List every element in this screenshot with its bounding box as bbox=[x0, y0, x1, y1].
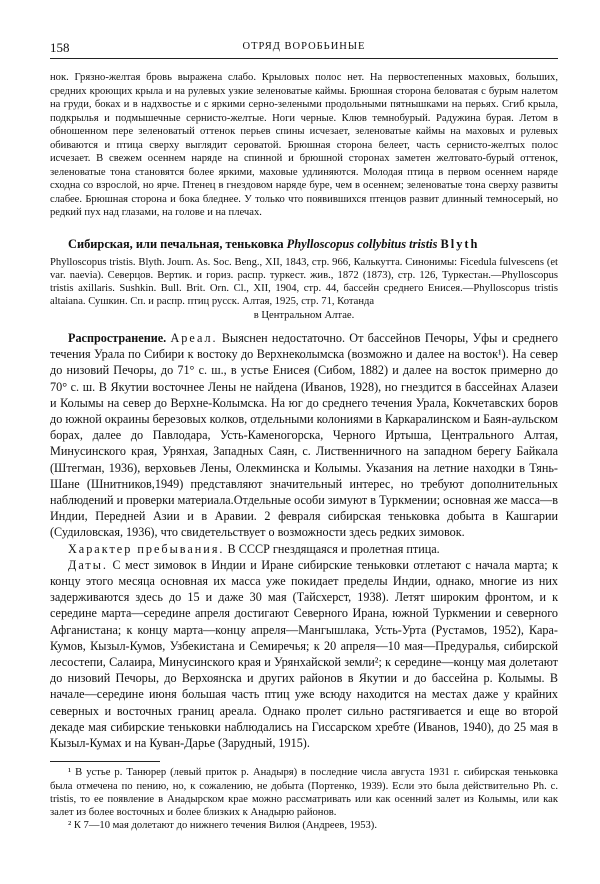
footnote-1: ¹ В устье р. Танюрер (левый приток р. Анадыря) в последние числа августа 1931 г. сибирская теньковка была отмечена по пению, но, к сожалению, не добыта (Портенко, 1939). Если это была действительно Ph. c. tristis, то ее появление в Анадырском крае можно рассматривать или как осенний залет из Колымы, или как залет из более восточных и более близких к Анадырю районов. bbox=[50, 767, 558, 819]
dates-text: С мест зимовок в Индии и Иране сибирские теньковки отлетают с начала марта; к концу этого месяца основная их масса уже покидает пределы Индии, однако, многие из них задерживаются здесь до 15 и даже 30 мая (Тайсхерст, 1938). Летят широким фронтом, и к середине марта—середине апреля достигают Северного Ирана, южной Туркмении и северного Афганистана; к концу марта—концу апреля—Мангышлака, Усть-Урта (Рустамов, 1952), Кара-Кумов, Кызыл-Кумов, Узбекистана и Семиречья; к 20 апреля—10 мая—Предуралья, сибирской лесостепи, Салаира, Минусинского края и Урянхайской земли²; к середине—концу мая долетают до низовий Печоры, до Верхоянска и других районов в Якутии и до бассейна р. Колымы. В начале—середине июня большая часть птиц уже всюду находится на местах даже у крайних северных и восточных границ ареала. Однако пролет сильно растягивается и еще во второй декаде мая сибирские теньковки наблюдались на Гиссарском хребте (Иванов, 1940), до 25 мая в Кызыл-Кумах и на Куван-Дарье (Зарудный, 1915). bbox=[50, 557, 559, 751]
description-paragraph: нок. Грязно-желтая бровь выражена слабо. Крыловых полос нет. На первостепенных маховых, больших, средних кроющих крыла и на рулевых узкие зеленоватые каймы. Брюшная сторона беловатая с бурым налетом на груди, боках и в надхвостье и с яркими серно-зелеными продольными пятнышками на перьях. Сгиб крыла, подкрылья и подмышечные сернисто-желтые. Ноги черные. Клюв темнобурый. Радужина бурая. Летом в обношенном пере зеленоватый оттенок перьев спины исчезает, зеленоватые каймы на маховых и рулевых обиваются и птица сверху выглядит сероватой. Брюшная сторона белеет, часть сернисто-желтых полос исчезает. В свежем осеннем наряде на спинной и брюшной сторонах заметен желтовато-бурый оттенок, зеленоватые тона становятся более яркими, маховые удлиняются. Молодая птица в первом осеннем наряде сходна со взрослой, но ярче. Птенец в гнездовом наряде буре, чем в осеннем; зеленоватые тона сверху развиты слабее. Брюшная сторона и бока бледнее. У только что появившихся птенцов развит длинный темносерый, но редкий пух над глазами, на голове и на плечах. bbox=[50, 72, 558, 218]
running-title: ОТРЯД ВОРОБЬИНЫЕ bbox=[242, 41, 366, 52]
running-header bbox=[50, 40, 558, 59]
synonymy-last-line: в Центральном Алтае. bbox=[253, 309, 355, 321]
species-name-ru: Сибирская, или печальная, теньковка bbox=[68, 236, 284, 251]
species-name-latin: Phylloscopus collybitus tristis bbox=[286, 236, 438, 251]
distribution-lead: Распространение. bbox=[68, 330, 167, 345]
species-author: Blyth bbox=[440, 236, 480, 251]
distribution-text: Выяснен недостаточно. От бассейнов Печоры, Уфы и среднего течения Урала по Сибири к востоку до Верхнеколымска (возможно и далее на восток¹). На север до низовий Печоры, до 71° с. ш., в устье Енисея (Сибом, 1882) и далее на восток примерно до 70° с. ш. В Якутии восточнее Лены не найдена (Иванов, 1928), но гнездится в бассейнах Алазеи и Колымы на север до Верхне-Колымска. На юг до среднего течения Урала, Кокчетавских боров до южной окраины березовых колков, отдельными колониями в Каркаралинском и Баян-аульском борах, далее до Павлодара, Усть-Каменогорска, Черного Иртыша, Центрального Алтая, Минусинского края, Урянхая, Западных Саян, с. Лиственничного на западном берегу Байкала (Штегман, 1936), верховьев Лены, Олекминска и Колымы. Указания на летние находки в Тянь-Шане (Шнитников,1949) представляют значительный интерес, но требуют дополнительных наблюдений и проверки материала.Отдельные особи зимуют в Туркмении; основная же масса—в Индии, Передней Азии и в Аравии. 2 февраля сибирская теньковка добыта в Кашгарии (Судиловская, 1936), что свидетельствует о возможности здесь редких зимовок. bbox=[50, 330, 559, 540]
page bbox=[50, 40, 558, 833]
footnote-2: ² К 7—10 мая долетают до нижнего течения Вилюя (Андреев, 1953). bbox=[68, 820, 377, 832]
page-number: 158 bbox=[50, 40, 70, 55]
synonymy-text: Phylloscopus tristis. Blyth. Journ. As. Soc. Beng., XII, 1843, стр. 966, Калькутта. Синонимы: Ficedula fulvescens (et var. naevia). Северцов. Вертик. и гориз. распр. туркест. жив., 1872 (1873), стр. 126, Туркестан.—Phylloscopus tristis axillaris. Sushkin. Bull. Brit. Orn. Cl., XII, 1904, стр. 44, бассейн среднего Енисея.—Phylloscopus tristis altaiana. Сушкин. Сп. и распр. птиц русск. Алтая, 1925, стр. 71, Котанда bbox=[50, 256, 558, 308]
species-heading bbox=[50, 236, 558, 252]
area-label: Ареал. bbox=[170, 330, 218, 345]
synonymy bbox=[50, 256, 558, 322]
dates-paragraph bbox=[50, 557, 558, 751]
stay-text: В СССР гнездящаяся и пролетная птица. bbox=[227, 541, 440, 556]
footnotes bbox=[50, 766, 558, 832]
footnote-rule bbox=[50, 761, 160, 762]
stay-label: Характер пребывания. bbox=[68, 541, 225, 556]
stay-paragraph bbox=[50, 541, 558, 557]
distribution-paragraph bbox=[50, 330, 558, 541]
dates-label: Даты. bbox=[68, 557, 108, 572]
